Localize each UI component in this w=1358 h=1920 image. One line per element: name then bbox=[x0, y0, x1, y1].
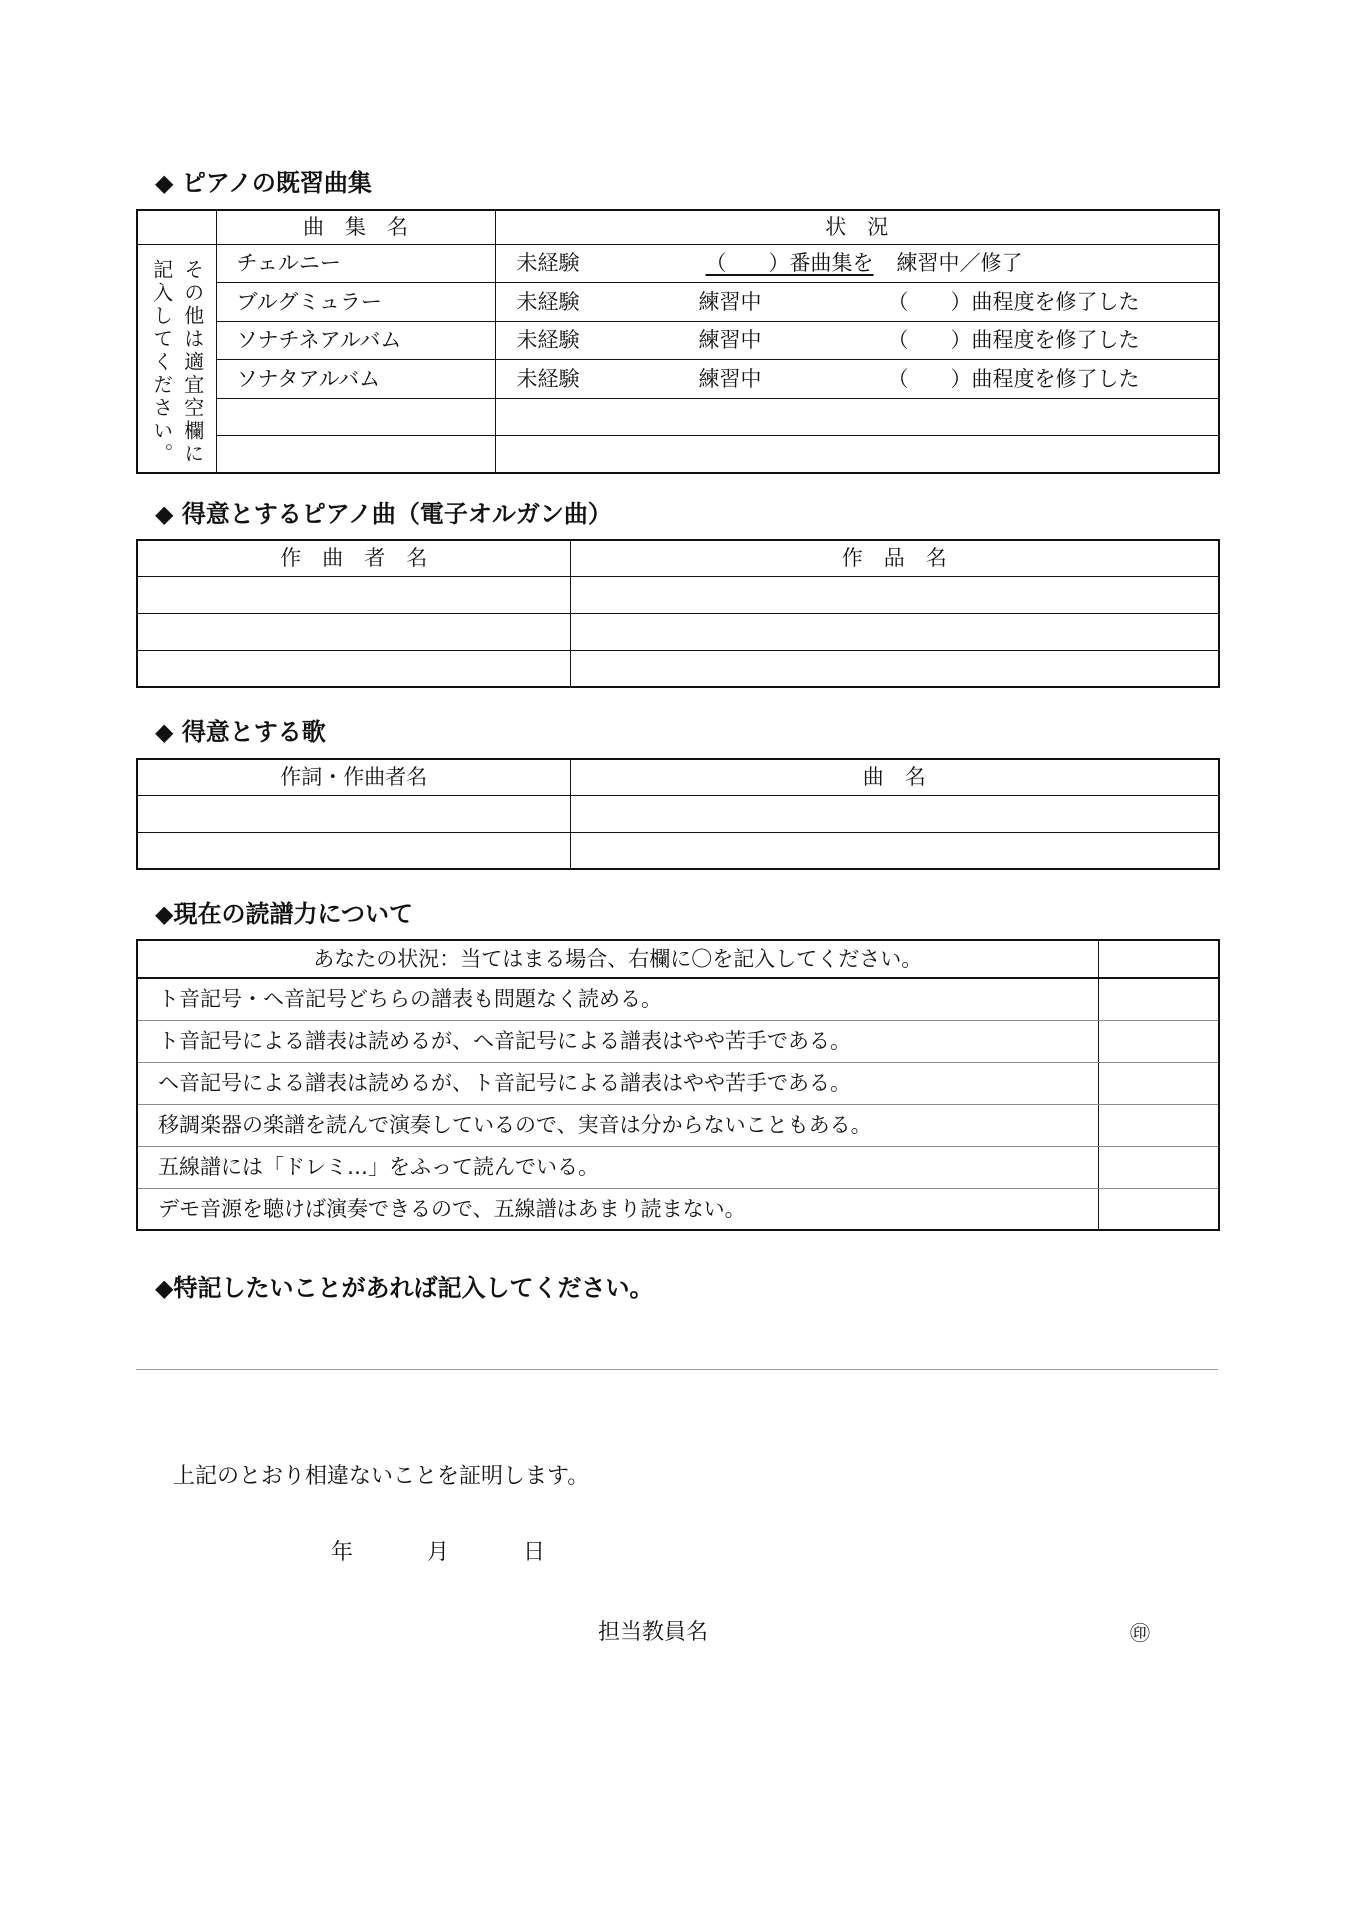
mark-cell bbox=[1098, 1188, 1219, 1230]
table-row bbox=[137, 244, 1219, 282]
date-year-label: 年 bbox=[331, 1540, 354, 1565]
mark-cell bbox=[1098, 978, 1219, 1020]
collection-name: ソナタアルバム bbox=[216, 359, 495, 398]
mark-cell bbox=[1098, 1146, 1219, 1188]
piano-repertoire-table bbox=[136, 209, 1220, 474]
table-row-blank bbox=[137, 435, 1219, 473]
status-option: （ ）番曲集を bbox=[705, 251, 874, 275]
header-work: 作 品 名 bbox=[570, 540, 1219, 576]
blank-cell bbox=[495, 435, 1219, 473]
piano-repertoire-heading: ◆ ピアノの既習曲集 bbox=[155, 169, 372, 197]
favorite-song-table bbox=[136, 758, 1220, 870]
vertical-note-line-2: 記入してください。 bbox=[149, 258, 174, 466]
mark-cell bbox=[1098, 1062, 1219, 1104]
table-row bbox=[137, 1146, 1219, 1188]
blank-cell bbox=[570, 613, 1219, 650]
table-row-blank bbox=[137, 576, 1219, 613]
sight-reading-item: 移調楽器の楽譜を読んで演奏しているので、実音は分からないこともある。 bbox=[137, 1104, 1098, 1146]
table-row-blank bbox=[137, 832, 1219, 869]
collection-name: ブルグミュラー bbox=[216, 282, 495, 321]
sight-reading-instruction: あなたの状況：当てはまる場合、右欄に〇を記入してください。 bbox=[137, 940, 1098, 978]
date-day-label: 日 bbox=[523, 1540, 546, 1565]
vertical-note-line-1: その他は適宜空欄に bbox=[180, 258, 205, 466]
certification-statement: 上記のとおり相違ないことを証明します。 bbox=[173, 1464, 590, 1489]
status-option: 未経験 bbox=[516, 289, 580, 314]
table-row bbox=[137, 1062, 1219, 1104]
seal-mark: ㊞ bbox=[1130, 1621, 1150, 1645]
sight-reading-item: デモ音源を聴けば演奏できるので、五線譜はあまり読まない。 bbox=[137, 1188, 1098, 1230]
status-cell bbox=[495, 244, 1219, 282]
status-option: 未経験 bbox=[516, 328, 580, 352]
sight-reading-item: ト音記号・ヘ音記号どちらの譜表も問題なく読める。 bbox=[137, 978, 1098, 1020]
favorite-piano-table bbox=[136, 539, 1220, 688]
date-month-label: 月 bbox=[427, 1540, 450, 1565]
status-option: 未経験 bbox=[516, 366, 580, 391]
header-lyricist-composer: 作詞・作曲者名 bbox=[137, 759, 570, 795]
status-option: 練習中 bbox=[698, 366, 762, 391]
blank-cell bbox=[137, 576, 570, 613]
mark-cell bbox=[1098, 1020, 1219, 1062]
sight-reading-heading: ◆現在の読譜力について bbox=[155, 900, 413, 928]
table-row bbox=[137, 1104, 1219, 1146]
table-header-row bbox=[137, 759, 1219, 795]
status-option: （ ）曲程度を修了した bbox=[887, 289, 1140, 314]
collection-name: チェルニー bbox=[216, 244, 495, 282]
blank-cell bbox=[216, 435, 495, 473]
mark-header-cell bbox=[1098, 940, 1219, 978]
blank-cell bbox=[137, 795, 570, 832]
table-row bbox=[137, 1188, 1219, 1230]
status-option: 練習中 bbox=[698, 328, 762, 352]
table-row bbox=[137, 359, 1219, 398]
blank-cell bbox=[570, 795, 1219, 832]
table-row-blank bbox=[137, 795, 1219, 832]
header-collection-name: 曲 集 名 bbox=[216, 210, 495, 244]
status-cell bbox=[495, 359, 1219, 398]
blank-cell bbox=[570, 832, 1219, 869]
header-song-title: 曲 名 bbox=[570, 759, 1219, 795]
table-row-blank bbox=[137, 613, 1219, 650]
table-row bbox=[137, 321, 1219, 359]
blank-cell bbox=[137, 650, 570, 687]
status-cell bbox=[495, 321, 1219, 359]
table-header-row bbox=[137, 940, 1219, 978]
table-row bbox=[137, 978, 1219, 1020]
table-header-row bbox=[137, 210, 1219, 244]
vertical-note bbox=[146, 255, 208, 470]
sight-reading-item: 五線譜には「ドレミ…」をふって読んでいる。 bbox=[137, 1146, 1098, 1188]
sight-reading-item: ト音記号による譜表は読めるが、ヘ音記号による譜表はやや苦手である。 bbox=[137, 1020, 1098, 1062]
favorite-song-heading: ◆ 得意とする歌 bbox=[155, 718, 326, 746]
status-option: （ ）曲程度を修了した bbox=[887, 328, 1140, 352]
empty-header-cell bbox=[137, 210, 216, 244]
table-row bbox=[137, 282, 1219, 321]
collection-name: ソナチネアルバム bbox=[216, 321, 495, 359]
blank-cell bbox=[216, 398, 495, 435]
header-composer: 作 曲 者 名 bbox=[137, 540, 570, 576]
status-option: 未経験 bbox=[516, 251, 580, 275]
sight-reading-item: ヘ音記号による譜表は読めるが、ト音記号による譜表はやや苦手である。 bbox=[137, 1062, 1098, 1104]
status-option: （ ）曲程度を修了した bbox=[887, 366, 1140, 391]
remarks-heading: ◆特記したいことがあれば記入してください。 bbox=[155, 1274, 654, 1302]
remarks-line bbox=[136, 1369, 1218, 1370]
table-row-blank bbox=[137, 650, 1219, 687]
mark-cell bbox=[1098, 1104, 1219, 1146]
status-cell bbox=[495, 282, 1219, 321]
teacher-name-label: 担当教員名 bbox=[598, 1620, 709, 1645]
blank-cell bbox=[495, 398, 1219, 435]
blank-cell bbox=[137, 613, 570, 650]
blank-cell bbox=[137, 832, 570, 869]
table-row-blank bbox=[137, 398, 1219, 435]
table-header-row bbox=[137, 540, 1219, 576]
vertical-note-cell bbox=[137, 244, 216, 473]
sight-reading-table bbox=[136, 939, 1220, 1231]
table-row bbox=[137, 1020, 1219, 1062]
blank-cell bbox=[570, 650, 1219, 687]
status-option: 練習中／修了 bbox=[896, 251, 1023, 275]
header-status: 状 況 bbox=[495, 210, 1219, 244]
blank-cell bbox=[570, 576, 1219, 613]
status-option: 練習中 bbox=[698, 289, 762, 314]
favorite-piano-heading: ◆ 得意とするピアノ曲（電子オルガン曲） bbox=[155, 500, 612, 528]
